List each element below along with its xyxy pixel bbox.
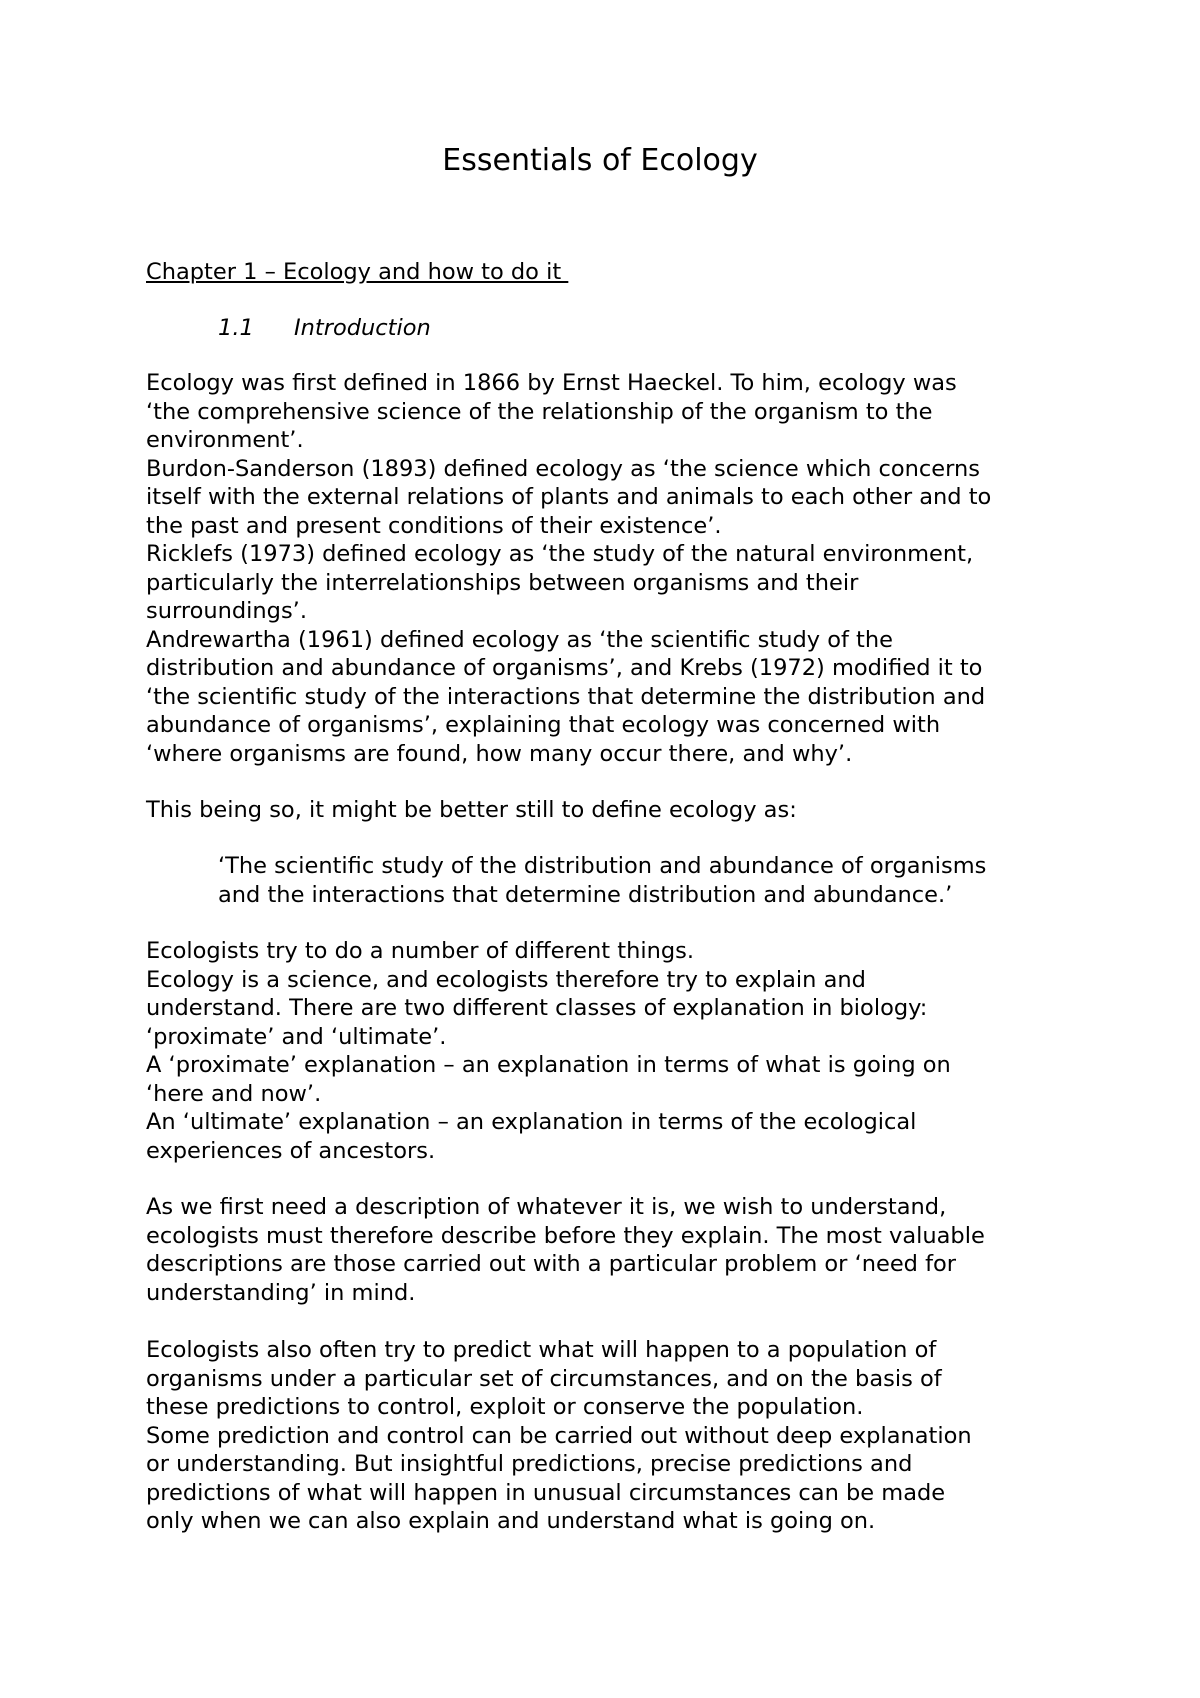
text-line: particularly the interrelationships between organisms and their xyxy=(146,569,859,596)
text-line: ‘The scientific study of the distribution and abundance of organisms xyxy=(218,853,987,879)
text-line: Ecologists try to do a number of different things. xyxy=(146,938,695,964)
chapter-heading: Chapter 1 – Ecology and how to do it xyxy=(146,259,569,285)
text-line: and the interactions that determine distribution and abundance.’ xyxy=(218,881,953,908)
text-line: understand. There are two different classes of explanation in biology: xyxy=(146,995,928,1021)
section-heading xyxy=(218,314,431,342)
section-number: 1.1 xyxy=(218,315,254,341)
text-line: Some prediction and control can be carried out without deep explanation xyxy=(146,1422,972,1449)
text-line: or understanding. But insightful predictions, precise predictions and xyxy=(146,1451,913,1477)
text-line: ‘where organisms are found, how many occur there, and why’. xyxy=(146,740,853,767)
text-line: abundance of organisms’, explaining that ecology was concerned with xyxy=(146,712,941,738)
quoted-definition xyxy=(218,852,1098,909)
text-line: itself with the external relations of plants and animals to each other and to xyxy=(146,484,992,510)
text-line: An ‘ultimate’ explanation – an explanation in terms of the ecological xyxy=(146,1109,917,1135)
text-line: surroundings’. xyxy=(146,598,307,624)
document-title: Essentials of Ecology xyxy=(442,143,758,178)
text-line: ecologists must therefore describe before they explain. The most valuable xyxy=(146,1222,985,1249)
text-line: organisms under a particular set of circumstances, and on the basis of xyxy=(146,1365,942,1392)
paragraph-definitions xyxy=(146,369,1086,768)
paragraph-prediction xyxy=(146,1336,1086,1536)
text-line: descriptions are those carried out with a particular problem or ‘need for xyxy=(146,1251,957,1277)
text-line: Ricklefs (1973) defined ecology as ‘the study of the natural environment, xyxy=(146,541,974,567)
text-line: ‘the scientific study of the interactions that determine the distribution and xyxy=(146,683,986,710)
text-line: ‘the comprehensive science of the relationship of the organism to the xyxy=(146,398,933,425)
text-line: ‘proximate’ and ‘ultimate’. xyxy=(146,1023,447,1050)
section-title: Introduction xyxy=(294,315,431,341)
text-line: these predictions to control, exploit or conserve the population. xyxy=(146,1394,864,1420)
text-line: Andrewartha (1961) defined ecology as ‘the scientific study of the xyxy=(146,626,893,653)
paragraph-description xyxy=(146,1193,1086,1307)
text-line: experiences of ancestors. xyxy=(146,1137,436,1164)
text-line: only when we can also explain and understand what is going on. xyxy=(146,1508,876,1534)
text-line: Burdon-Sanderson (1893) defined ecology as ‘the science which concerns xyxy=(146,455,980,482)
text-line: Ecology was first defined in 1866 by Ernst Haeckel. To him, ecology was xyxy=(146,370,957,396)
text-line: understanding’ in mind. xyxy=(146,1279,416,1306)
text-line: the past and present conditions of their existence’. xyxy=(146,512,722,539)
text-line: A ‘proximate’ explanation – an explanation in terms of what is going on xyxy=(146,1052,951,1078)
text-line: As we first need a description of whatever it is, we wish to understand, xyxy=(146,1194,947,1220)
text-line: This being so, it might be better still to define ecology as: xyxy=(146,797,797,823)
text-line: Ecologists also often try to predict what will happen to a population of xyxy=(146,1337,937,1363)
text-line: predictions of what will happen in unusual circumstances can be made xyxy=(146,1479,946,1506)
paragraph-explanation xyxy=(146,937,1086,1165)
text-line: distribution and abundance of organisms’, and Krebs (1972) modified it to xyxy=(146,655,983,681)
text-line: environment’. xyxy=(146,427,304,453)
text-line: Ecology is a science, and ecologists therefore try to explain and xyxy=(146,966,866,993)
text-line: ‘here and now’. xyxy=(146,1080,322,1107)
paragraph-lead-in xyxy=(146,796,1086,825)
